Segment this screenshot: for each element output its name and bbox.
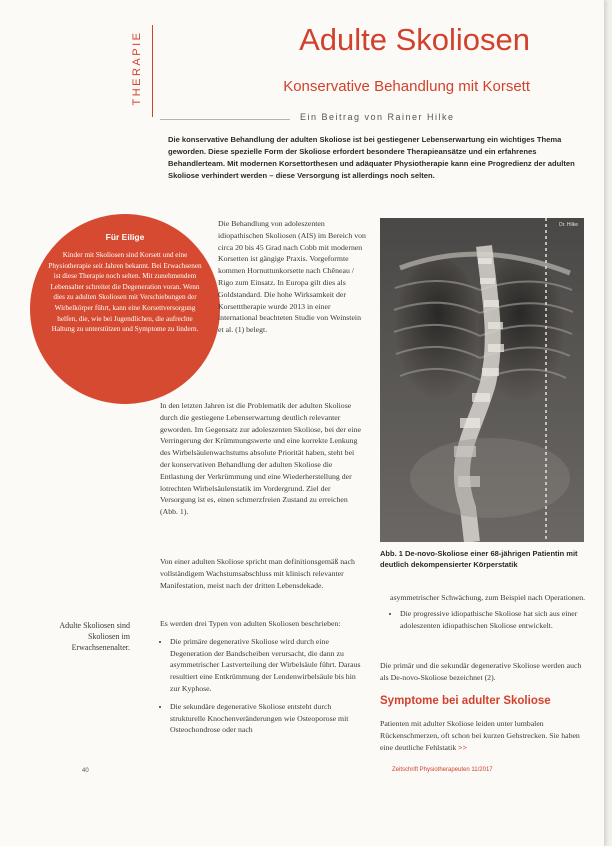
margin-note: Adulte Skoliosen sind Skoliosen im Erwachsenenalter.	[59, 621, 130, 652]
list-item: • Die sekundäre degenerative Skoliose entsteht durch strukturelle Knochenveränderungen wie Osteoporose mit Osteochondrose oder nach	[170, 701, 366, 736]
list-item: • Die progressive idiopathische Skoliose hat sich aus einer adoleszenten idiopathischen Skoliose entwickelt.	[400, 608, 586, 632]
body-paragraph-2: In den letzten Jahren ist die Problematik der adulten Skoliose durch die gestiegene Lebenserwartung deutlich relevanter geworden. Im Gegensatz zur adoleszenten Skoliose, bei der eine Verringerung der Krümmungswerte und eine korrekte Lenkung des Wirbelsäulenwachstums absolute Priorität haben, steht bei der konservativen Behandlung der adulten Skoliose die Entlastung der Verkrümmung und eine Wiederherstellung der lotrechten Wirbelsäulenstatik im Vordergrund. Ziel der Versorgung ist es, einen schmerzfreien Zustand zu erreichen (Abb. 1).	[160, 401, 361, 517]
section-divider	[152, 25, 153, 117]
section-heading-symptoms: Symptome bei adulter Skoliose	[380, 695, 551, 707]
page-subtitle: Konservative Behandlung mit Korsett	[283, 78, 530, 95]
summary-title: Für Eilige	[105, 232, 145, 242]
page-number: 40	[82, 768, 89, 774]
body-paragraph-5: Die primär und die sekundär degenerative Skoliose werden auch als De-novo-Skoliose bezeichnet (2).	[380, 661, 582, 682]
figure-credit: Dr. Hilke	[559, 222, 578, 228]
xray-image	[380, 218, 584, 542]
continued-text: asymmetrischer Schwächung, zum Beispiel nach Operationen.	[390, 593, 586, 602]
section-tag: THERAPIE	[131, 30, 143, 106]
journal-footer: Zeitschrift Physiotherapeuten 11/2017	[392, 767, 493, 773]
body-paragraph-6-text: Patienten mit adulter Skoliose leiden unter lumbalen Rückenschmerzen, oft schon bei kurzen Gehstrecken. Sie haben eine deutliche Fehlstatik	[380, 719, 580, 752]
types-section	[160, 618, 366, 742]
list-item: • Die primäre degenerative Skoliose wird durch eine Degeneration der Bandscheiben verursacht, die dann zu asymmetrischer Lastverteilung der Wirbelsäule führt. Daraus resultiert eine Entkrümmung der Lendenwirbelsäule bis hin zur Kyphose.	[170, 636, 366, 695]
body-paragraph-4: Es werden drei Typen von adulten Skoliosen beschrieben:	[160, 619, 341, 628]
body-paragraph-6	[380, 718, 586, 753]
byline	[160, 112, 590, 126]
author-name: Ein Beitrag von Rainer Hilke	[300, 112, 455, 122]
types-list	[160, 636, 366, 736]
lead-paragraph: Die konservative Behandlung der adulten Skoliose ist bei gestiegener Lebenserwartung ein wichtiges Thema geworden. Diese spezielle Form der Skoliose erfordert besondere Therapieansätze und ein erfahrenes Behandlerteam. Mit modernen Korsettorthesen und adäquater Physiotherapie kann eine Progredienz der adulten Skoliose verhindert werden – diese Versorgung ist allerdings noch selten.	[168, 135, 575, 180]
byline-rule	[160, 119, 290, 120]
summary-text: Kinder mit Skoliosen sind Korsett und eine Physiotherapie seit Jahren bekannt. Bei Erwachsenen ist diese Therapie noch selten. Mit zunehmendem Lebensalter schreitet die Degeneration voran. Wenn dies zu adulten Skoliosen mit Verschiebungen der Wirbelkörper führt, kann eine Korsettversorgung helfen, die, wie bei Jugendlichen, die aufrechte Haltung zu unterstützen und Symptome zu lindern.	[48, 251, 202, 334]
body-paragraph-3: Von einer adulten Skoliose spricht man definitionsgemäß nach vollständigem Wachstumsabschluss mit klinisch relevanter Manifestation, meist nach der dritten Lebensdekade.	[160, 557, 355, 590]
figure-caption: Abb. 1 De-novo-Skoliose einer 68-jährigen Patientin mit deutlich dekompensierter Körperstatik	[380, 549, 578, 569]
summary-circle	[30, 214, 220, 404]
page-title: Adulte Skoliosen	[299, 22, 530, 57]
xray-figure	[380, 218, 584, 542]
types-list-continued	[390, 608, 586, 632]
continue-arrow: >>	[458, 742, 468, 752]
body-paragraph-1: Die Behandlung von adoleszenten idiopathischen Skoliosen (AIS) im Bereich von circa 20 bis 45 Grad nach Cobb mit modernen Korsetten ist gängige Praxis. Vorgeformte kommen Hornuttunkorsette nach Chêneau / Rigo zum Einsatz. In Europa gilt dies als Goldstandard. Die hohe Wirksamkeit der Korsetttherapie wurde 2013 in einer international beachteten Studie von Weinstein et al. (1) belegt.	[218, 219, 366, 335]
column-2-continuation	[390, 592, 586, 631]
